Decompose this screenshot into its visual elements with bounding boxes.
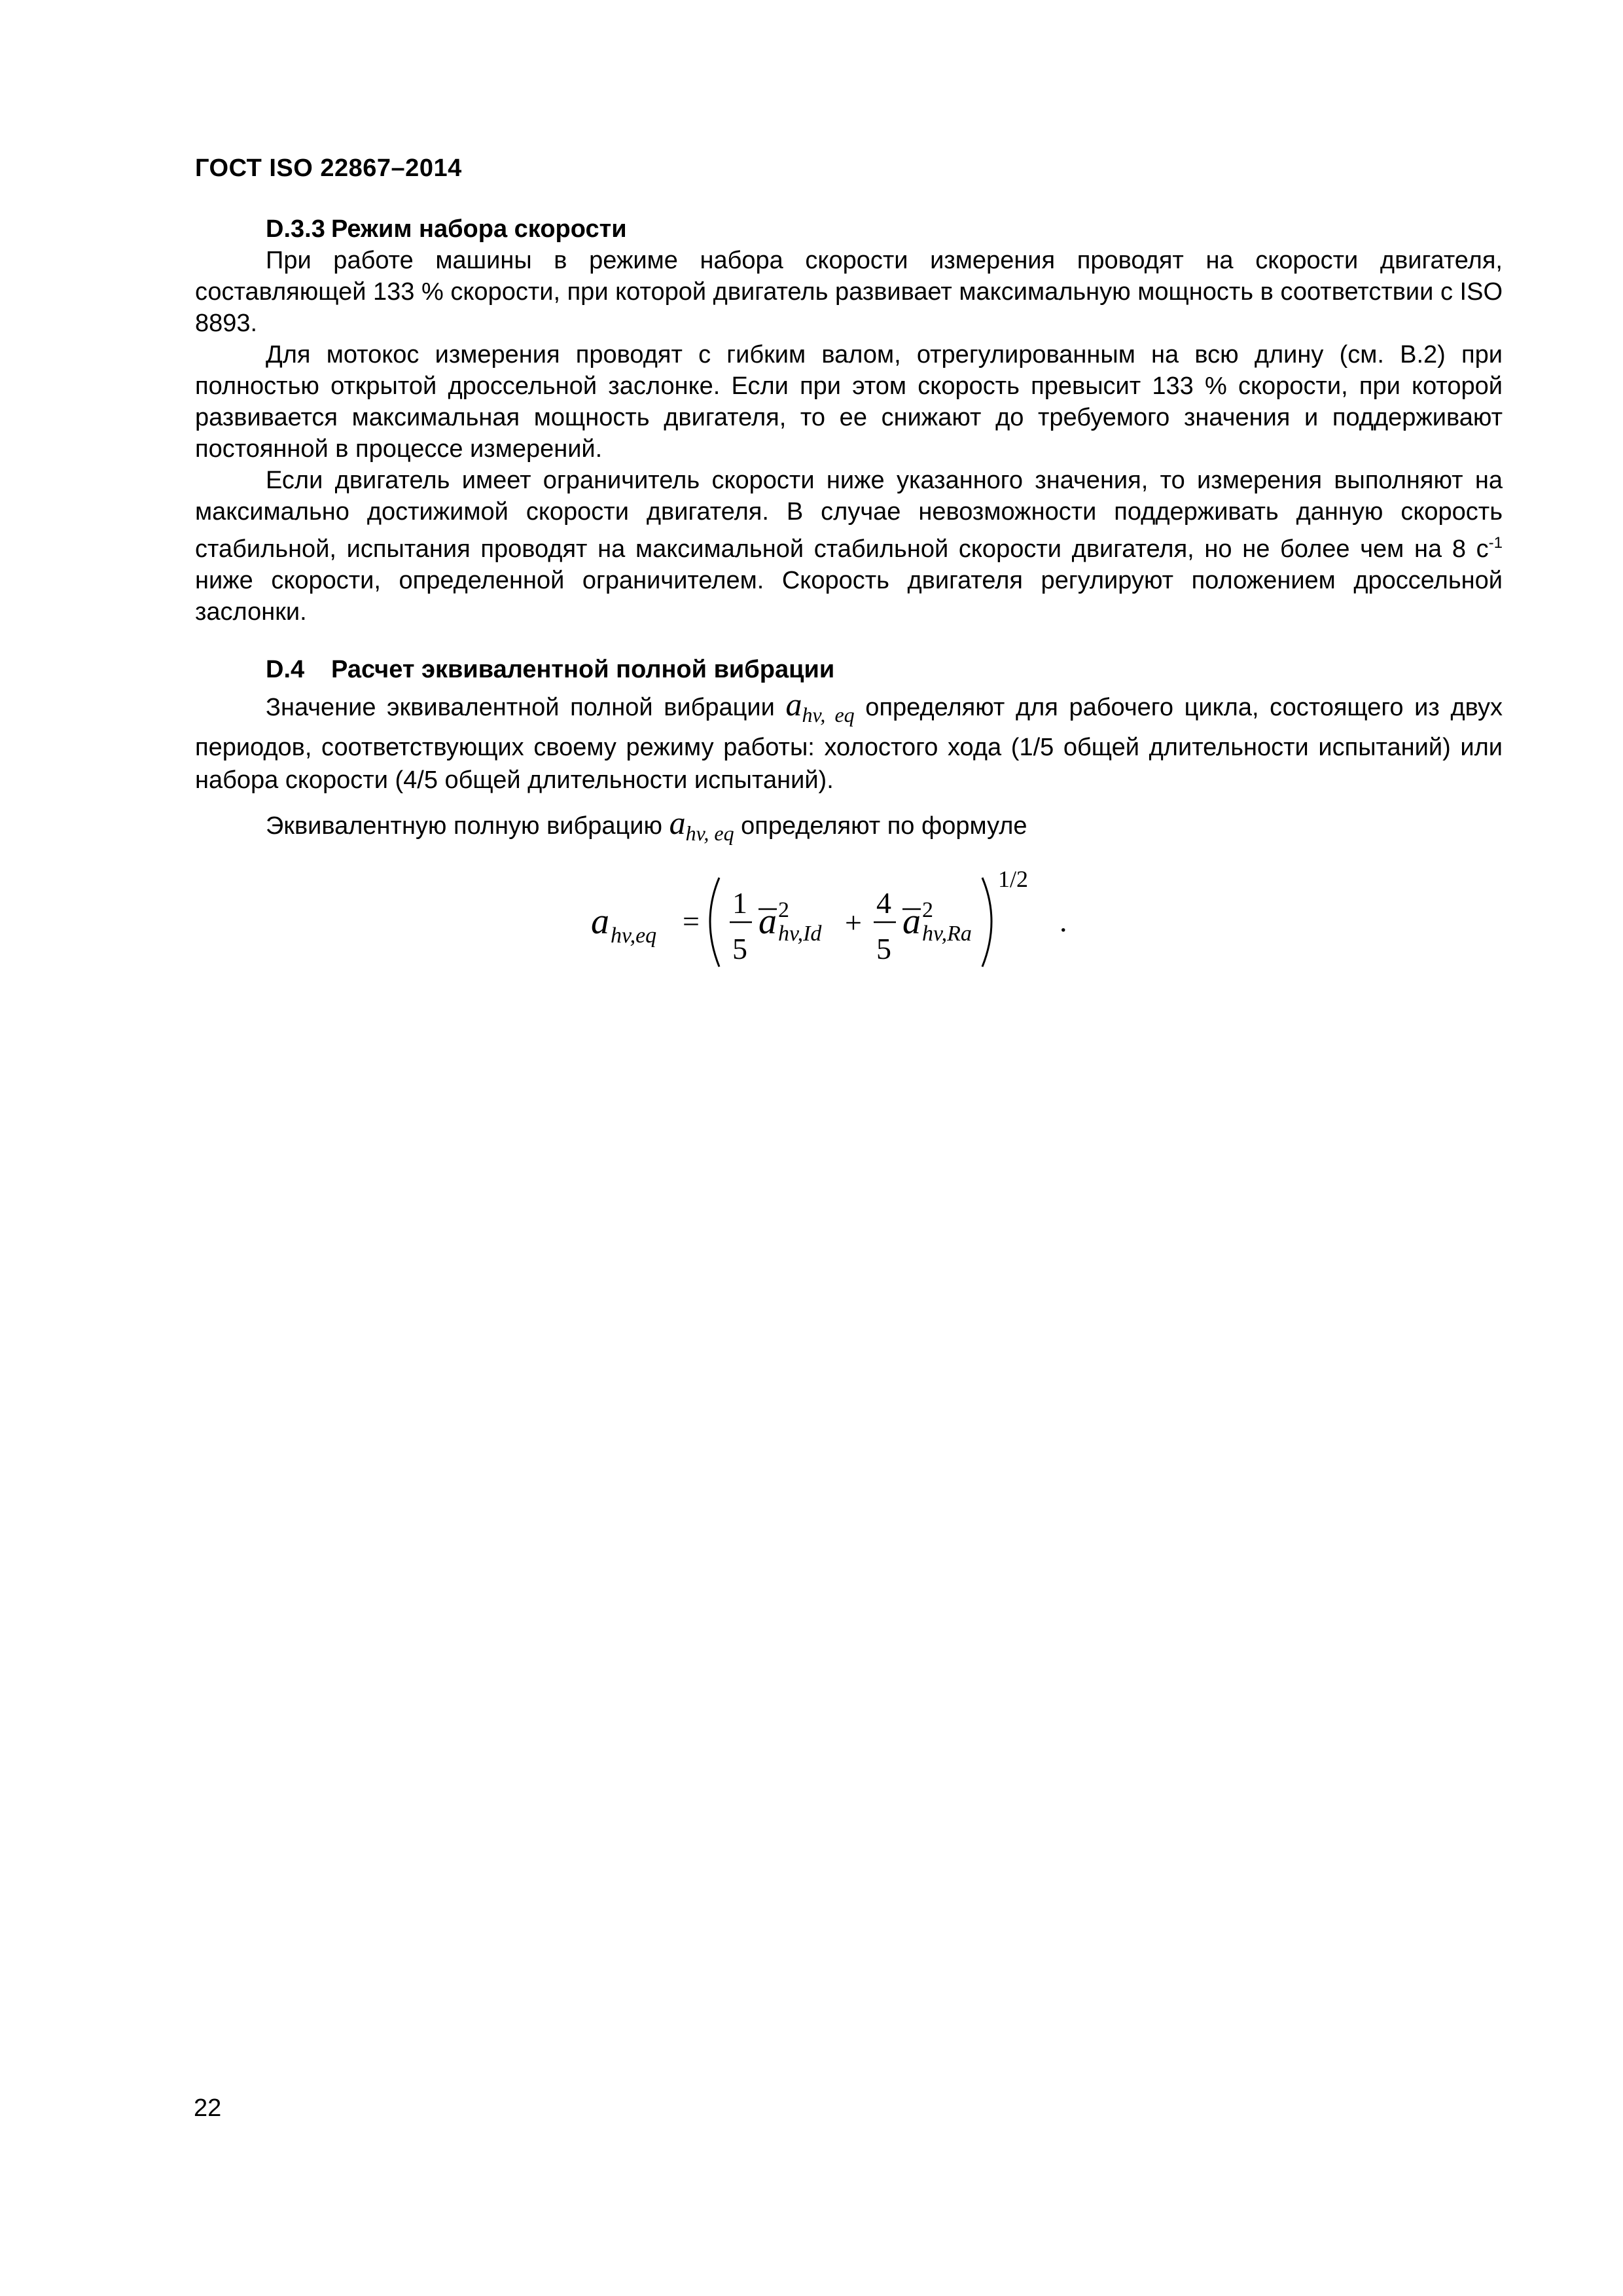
fraction-numerator: 1 bbox=[732, 886, 747, 920]
fraction-denominator: 5 bbox=[876, 932, 891, 965]
section-number: D.3.3 bbox=[266, 215, 325, 243]
section-heading-d4 bbox=[195, 654, 1503, 685]
paragraph-text: Если двигатель имеет ограничитель скорости ниже указанного значения, то измерения выполняют на максимально достижимой скорости двигателя. В случае невозможности поддерживать данную скорость стабильной, испытания проводят на максимальной стабильной скорости двигателя, но не более чем на 8 с bbox=[195, 467, 1503, 563]
fraction-denominator: 5 bbox=[732, 932, 747, 965]
equation-block bbox=[195, 863, 1503, 988]
section-title: Расчет эквивалентной полной вибрации bbox=[331, 656, 835, 683]
equation-period: . bbox=[1060, 905, 1067, 938]
page-number: 22 bbox=[194, 2094, 222, 2122]
fraction-numerator: 4 bbox=[876, 886, 891, 920]
exponent: 1/2 bbox=[998, 866, 1029, 892]
paragraph bbox=[195, 804, 1503, 849]
section-number: D.4 bbox=[266, 656, 305, 683]
inline-formula bbox=[669, 804, 734, 845]
plus-sign: + bbox=[845, 906, 862, 939]
paragraph-text: определяют для рабочего цикла, состоящего из двух периодов, соответствующих своему режиму работы: холостого хода (1/5 общей длительности испытаний) или набора скорости (4/5 общей длительности испытаний). bbox=[195, 694, 1503, 794]
paragraph: Для мотокос измерения проводят с гибким валом, отрегулированным на всю длину (см. В.2) при полностью открытой дроссельной заслонке. Если при этом скорость превысит 133 % скорости, при которой развивается максимальная мощность двигателя, то ее снижают до требуемого значения и поддерживают постоянной в процессе измерений. bbox=[195, 341, 1503, 463]
document-header: ГОСТ ISO 22867–2014 bbox=[195, 154, 462, 182]
symbol: a bbox=[669, 804, 686, 841]
paragraph-text: определяют по формуле bbox=[734, 812, 1027, 840]
symbol: a bbox=[758, 901, 777, 942]
inline-formula bbox=[785, 686, 855, 726]
superscript: 2 bbox=[922, 898, 933, 922]
document-body bbox=[195, 213, 1503, 988]
section-heading-d33 bbox=[195, 213, 1503, 245]
subscript: hv,Ra bbox=[922, 922, 972, 946]
superscript: -1 bbox=[1488, 534, 1503, 552]
paragraph: При работе машины в режиме набора скорости измерения проводят на скорости двигателя, составляющей 133 % скорости, при которой двигатель развивает максимальную мощность в соответствии с ISO 8893. bbox=[195, 247, 1503, 337]
equation bbox=[591, 863, 1115, 981]
subscript: hv,eq bbox=[611, 924, 657, 948]
subscript: hv, eq bbox=[802, 703, 855, 726]
symbol: a bbox=[591, 901, 609, 942]
paragraph-text: Значение эквивалентной полной вибрации bbox=[266, 694, 786, 721]
paragraph-text: ниже скорости, определенной ограничителем. Скорость двигателя регулируют положением дроссельной заслонки. bbox=[195, 567, 1503, 626]
symbol: a bbox=[785, 686, 802, 723]
paragraph bbox=[195, 688, 1503, 797]
paragraph bbox=[195, 465, 1503, 628]
equals-sign: = bbox=[683, 905, 700, 938]
subscript: hv,Id bbox=[778, 922, 822, 946]
section-title: Режим набора скорости bbox=[331, 215, 627, 243]
superscript: 2 bbox=[778, 898, 789, 922]
left-paren bbox=[710, 878, 719, 967]
right-paren bbox=[982, 878, 991, 967]
subscript: hv, eq bbox=[685, 821, 734, 845]
paragraph-text: Эквивалентную полную вибрацию bbox=[266, 812, 669, 840]
symbol: a bbox=[902, 901, 921, 942]
